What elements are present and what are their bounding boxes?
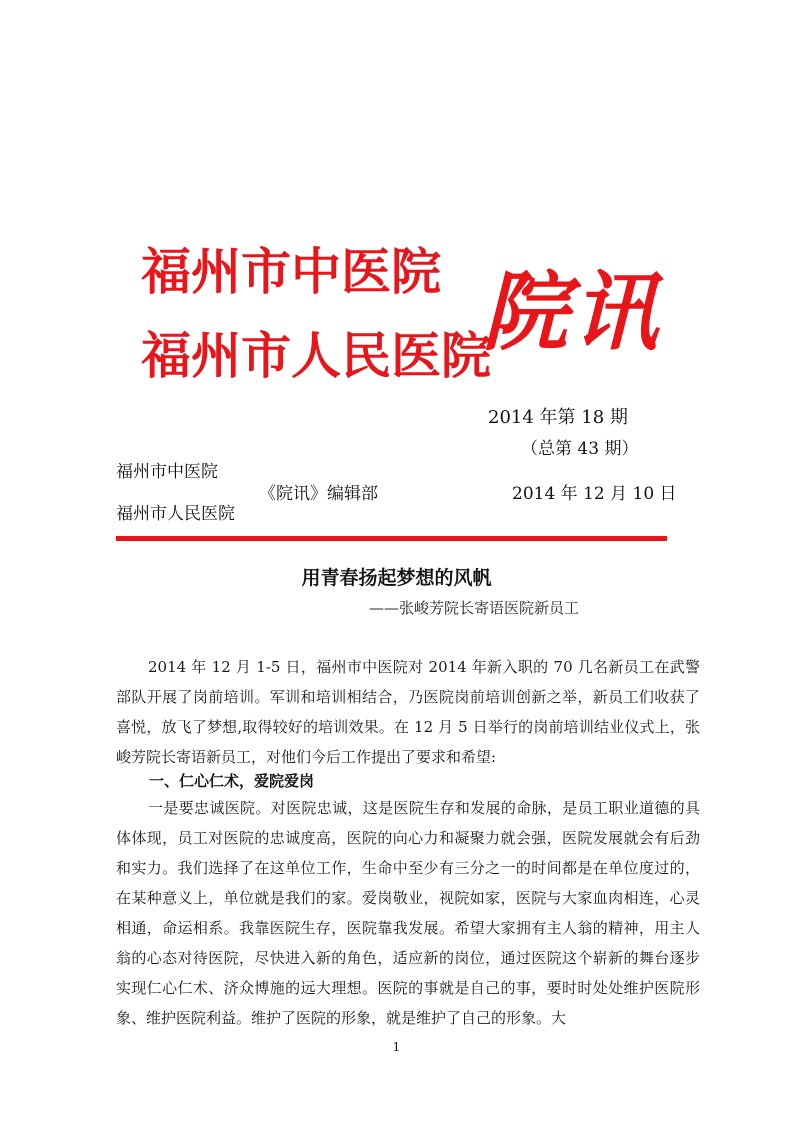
issue-date: 2014 年 12 月 10 日 [512,484,677,504]
article-subtitle: ——张峻芳院长寄语医院新员工 [369,599,580,617]
article-title: 用青春扬起梦想的风帆 [301,567,492,589]
masthead-hospital-line2: 福州市人民医院 [141,326,491,385]
page-number: 1 [392,1040,401,1054]
editorial-department: 《院讯》编辑部 [259,484,378,504]
article-paragraph-1: 2014 年 12 月 1-5 日，福州市中医院对 2014 年新入职的 70 几名新员工在武警部队开展了岗前培训。军训和培训相结合，乃医院岗前培训创新之举，新员工们收获了喜悦，放飞了梦想,取得较好的培训效果。在 12 月 5 日举行的岗前培训结业仪式上，张峻芳院长寄语新员工，对他们今后工作提出了要求和希望: [116,658,700,766]
header-divider [116,536,667,541]
organization-1: 福州市中医院 [116,462,218,482]
masthead-hospital-line1: 福州市中医院 [141,242,441,301]
article-paragraph-2: 一是要忠诚医院。对医院忠诚，这是医院生存和发展的命脉，是员工职业道德的具体体现，员工对医院的忠诚度高，医院的向心力和凝聚力就会强，医院发展就会有后劲和实力。我们选择了在这单位工作，生命中至少有三分之一的时间都是在单位度过的，在某种意义上，单位就是我们的家。爱岗敬业，视院如家，医院与大家血肉相连，心灵相通，命运相系。我靠医院生存，医院靠我发展。希望大家拥有主人翁的精神，用主人翁的心态对待医院，尽快进入新的角色，适应新的岗位，通过医院这个崭新的舞台逐步实现仁心仁术、济众博施的远大理想。医院的事就是自己的事，要时时处处维护医院形象、维护医院利益。维护了医院的形象，就是维护了自己的形象。大 [116,799,700,1027]
masthead-publication-title: 院讯 [482,262,662,363]
section-heading: 一、仁心仁术，爱院爱岗 [149,772,315,790]
organization-2: 福州市人民医院 [116,504,235,524]
issue-number: 2014 年第 18 期 [488,407,628,428]
total-issue-number: （总第 43 期） [521,439,639,459]
